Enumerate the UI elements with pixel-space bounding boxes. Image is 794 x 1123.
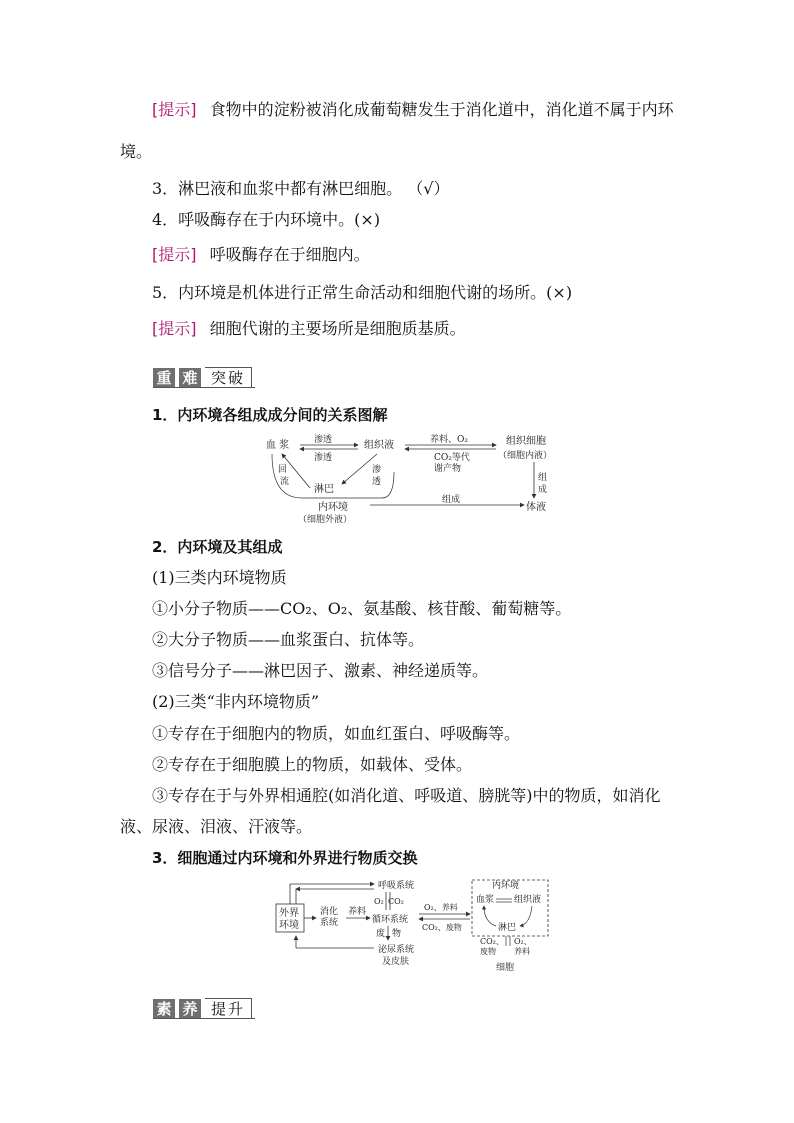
hint-line-2	[152, 245, 370, 265]
list-item: ②专存在于细胞膜上的物质，如载体、受体。	[152, 755, 473, 774]
intracellular-label: （细胞内液）	[498, 451, 553, 461]
statement-4: 4．呼吸酶存在于内环境中。(×)	[152, 210, 381, 229]
lymph-label: 淋巴	[498, 923, 517, 933]
hint-text: 细胞代谢的主要场所是细胞质基质。	[209, 319, 466, 338]
lymph-label: 淋巴	[314, 484, 334, 495]
section-banner-literacy	[153, 993, 255, 1019]
list-item-cont: 液、尿液、泪液、汗液等。	[120, 817, 313, 836]
hint-text: 呼吸酶存在于细胞内。	[209, 245, 370, 264]
resp-label: 呼吸系统	[378, 881, 415, 891]
co2-label: CO₂	[388, 897, 404, 906]
list-item: ①专存在于细胞内的物质，如血红蛋白、呼吸酶等。	[152, 724, 521, 743]
hint-line-3	[152, 319, 466, 339]
o2-nutrient-label: O₂、养料	[424, 903, 458, 912]
outer-label: 外界	[279, 908, 299, 919]
compose-char: 组	[538, 473, 548, 483]
skin-label: 及皮肤	[382, 957, 410, 967]
list-item: ①小分子物质——CO₂、O₂、氨基酸、核苷酸、葡萄糖等。	[152, 599, 572, 618]
seep-label: 渗透	[314, 453, 333, 463]
relation-diagram	[262, 432, 572, 528]
outer-label: 环境	[279, 920, 299, 931]
list-item: ③专存在于与外界相通腔(如消化道、呼吸道、膀胱等)中的物质，如消化	[152, 786, 661, 805]
co2-waste-label: CO₂、废物	[422, 923, 462, 932]
tissue-label: 组织液	[514, 895, 542, 905]
co2-label: CO₂等代	[434, 453, 470, 463]
nutrient-label: 养料、O₂	[430, 435, 468, 445]
exchange-diagram	[274, 874, 554, 978]
waste-label: 废物	[480, 947, 496, 956]
tissue-fluid-label: 组织液	[364, 440, 394, 451]
plasma-label: 血浆	[476, 895, 495, 905]
subheading: (1)三类内环境物质	[152, 568, 287, 587]
hint-line-1-cont: 境。	[120, 142, 153, 161]
body-fluid-label: 体液	[526, 502, 546, 513]
subheading: (2)三类“非内环境物质”	[152, 692, 320, 711]
waste-label: 物	[392, 929, 402, 939]
digest-label: 系统	[320, 918, 339, 928]
internal-label: 内环境	[492, 881, 520, 891]
back-label: 回	[278, 465, 288, 475]
seep-label: 透	[372, 477, 382, 487]
hint-label: [提示]	[152, 245, 197, 264]
waste-label: 废	[376, 929, 386, 939]
list-item: ②大分子物质——血浆蛋白、抗体等。	[152, 630, 425, 649]
section-2-title: 2．内环境及其组成	[152, 538, 283, 556]
banner-char: 重	[153, 368, 175, 388]
metabolite-label: 谢产物	[434, 464, 462, 474]
circ-label: 循环系统	[372, 915, 409, 925]
flow-label: 流	[280, 477, 290, 487]
banner-word: 突破	[205, 367, 252, 388]
hint-text: 食物中的淀粉被消化成葡萄糖发生于消化道中，消化道不属于内环	[209, 100, 674, 119]
cell-label: 组织细胞	[506, 436, 546, 447]
banner-word: 提升	[205, 998, 252, 1019]
digest-label: 消化	[320, 907, 339, 917]
extracellular-label: （细胞外液）	[298, 515, 353, 525]
co2-label: CO₂、	[480, 937, 504, 946]
seep-label: 渗	[372, 465, 382, 475]
cell-label: 细胞	[496, 963, 515, 973]
hint-label: [提示]	[152, 319, 197, 338]
nutrient-label: 养料	[348, 907, 367, 917]
plasma-label: 血 浆	[266, 440, 290, 451]
banner-char: 素	[153, 999, 175, 1019]
statement-3: 3．淋巴液和血浆中都有淋巴细胞。 （√）	[152, 179, 450, 198]
o2-label: O₂、	[514, 937, 532, 946]
nutrient-label: 养料	[514, 947, 530, 956]
o2-label: O₂	[374, 897, 384, 906]
banner-char: 难	[179, 368, 201, 388]
section-1-title: 1．内环境各组成成分间的关系图解	[152, 406, 388, 424]
compose-char: 成	[538, 485, 548, 495]
section-3-title: 3．细胞通过内环境和外界进行物质交换	[152, 849, 418, 867]
hint-label: [提示]	[152, 100, 197, 119]
section-banner-key-points	[153, 362, 255, 388]
internal-env-label: 内环境	[318, 502, 348, 513]
statement-5: 5．内环境是机体进行正常生命活动和细胞代谢的场所。(×)	[152, 283, 573, 302]
list-item: ③信号分子——淋巴因子、激素、神经递质等。	[152, 661, 489, 680]
banner-char: 养	[179, 999, 201, 1019]
compose-label: 组成	[442, 495, 461, 505]
seep-label: 渗透	[314, 435, 333, 445]
hint-line-1	[152, 100, 674, 120]
urinary-label: 泌尿系统	[378, 945, 415, 955]
